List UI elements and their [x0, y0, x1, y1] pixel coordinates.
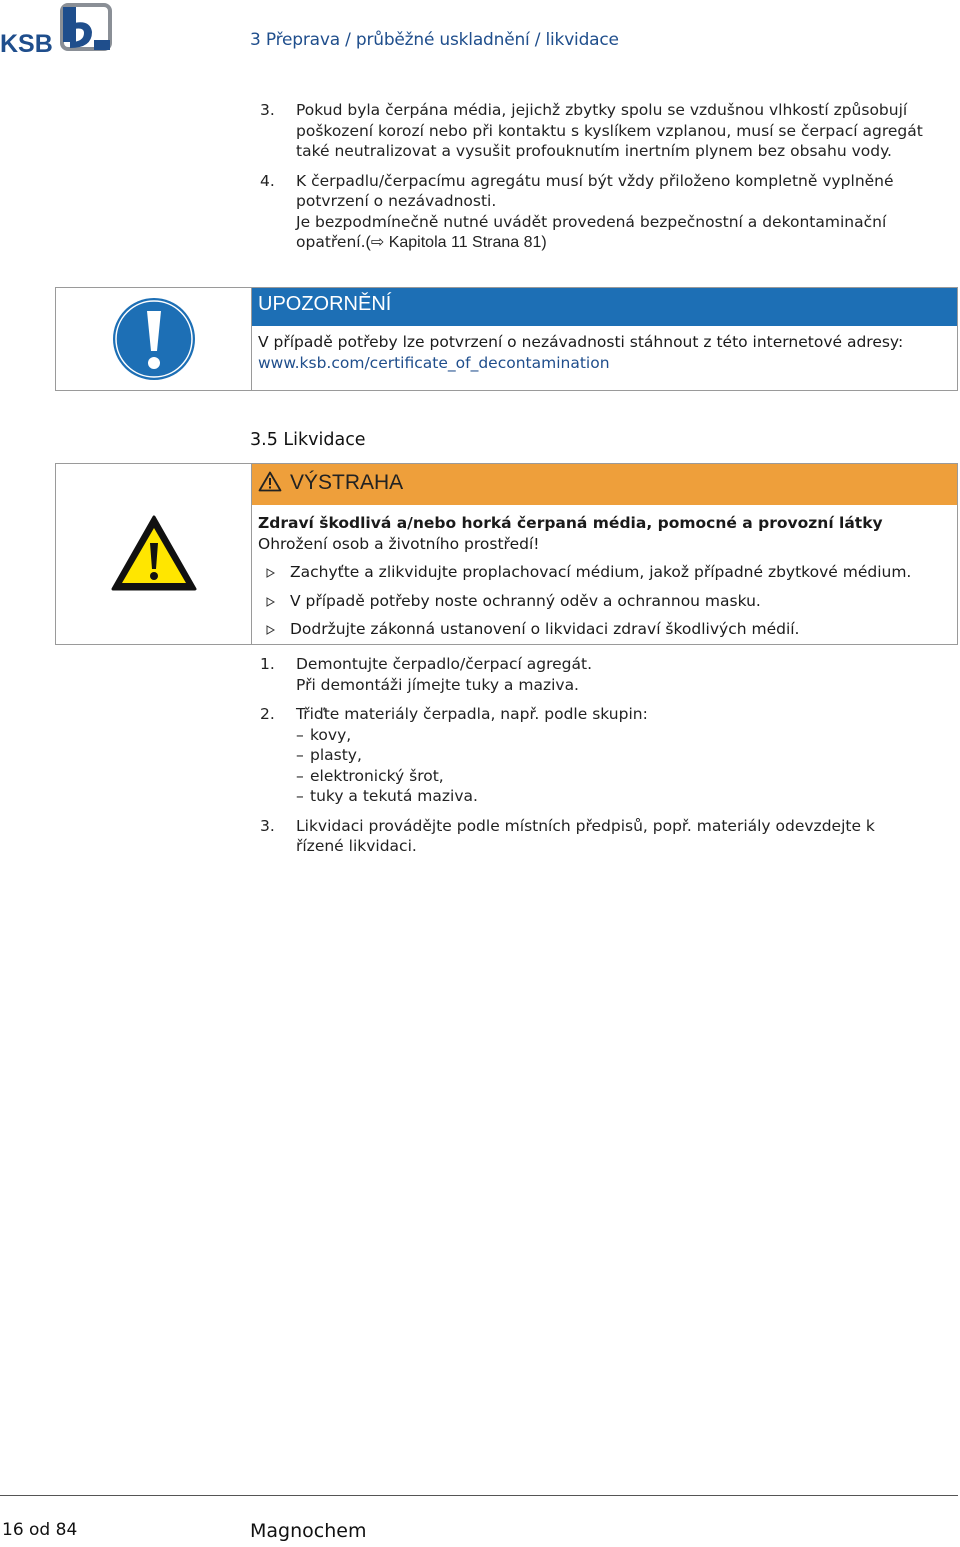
footer-divider [0, 1495, 958, 1496]
intro-steps [258, 100, 958, 254]
section-title: 3.5 Likvidace [250, 430, 366, 450]
list-item [258, 562, 953, 583]
warning-body [258, 513, 953, 640]
list-item [258, 100, 958, 162]
sub-list-item: – tuky a tekutá maziva. [296, 786, 958, 807]
page-number: 16 od 84 [2, 1520, 78, 1540]
bullet-triangle-icon [266, 597, 275, 607]
warning-small-icon [258, 471, 282, 492]
warning-subheading: Ohrožení osob a životního prostředí! [258, 534, 540, 553]
step-text: Demontujte čerpadlo/čerpací agregát. [296, 655, 593, 673]
warning-heading: Zdraví škodlivá a/nebo horká čerpaná média, pomocné a provozní látky [258, 514, 883, 532]
step-text: Třiďte materiály čerpadla, např. podle skupin: [296, 705, 648, 723]
bullet-text: Dodržujte zákonná ustanovení o likvidaci zdraví škodlivých médií. [290, 620, 800, 638]
disposal-steps [258, 654, 958, 857]
step-text-continued: Při demontáži jímejte tuky a maziva. [296, 675, 579, 694]
warning-icon-cell [56, 464, 252, 644]
warning-triangle-icon [111, 515, 197, 591]
ksb-logo-mark [0, 2, 115, 54]
step-text: Likvidaci provádějte podle místních předpisů, popř. materiály odevzdejte k řízené likvidaci. [296, 816, 875, 855]
warning-bullets [258, 562, 953, 640]
step-number: 2. [260, 705, 275, 723]
step-number: 3. [260, 816, 275, 835]
warning-label: VÝSTRAHA [290, 471, 404, 494]
list-item [258, 704, 958, 807]
chapter-reference-link[interactable]: (⇨ Kapitola 11 Strana 81) [365, 234, 547, 251]
notice-icon-cell [56, 288, 252, 390]
list-item [258, 619, 953, 640]
step-text: K čerpadlu/čerpacímu agregátu musí být vždy přiloženo kompletně vyplněné potvrzení o nezávadnosti. [296, 171, 894, 210]
sub-list-item: – kovy, [296, 725, 958, 746]
ksb-logo [0, 2, 115, 54]
step-number: 4. [260, 171, 275, 190]
sub-list-item: – elektronický šrot, [296, 766, 958, 787]
list-item [258, 654, 958, 695]
list-item [258, 591, 953, 612]
notice-body [258, 332, 953, 374]
decontamination-url-link[interactable]: www.ksb.com/certificate_of_decontamination [258, 354, 610, 372]
step-number: 1. [260, 655, 275, 673]
bullet-triangle-icon [266, 568, 275, 578]
bullet-text: Zachyťte a zlikvidujte proplachovací médium, jakož případné zbytkové médium. [290, 563, 912, 581]
bullet-text: V případě potřeby noste ochranný oděv a ochrannou masku. [290, 591, 761, 610]
page-header-title: 3 Přeprava / průběžné uskladnění / likvidace [250, 30, 619, 50]
notice-label: UPOZORNĚNÍ [252, 288, 957, 326]
logo-text: KSB [0, 30, 53, 54]
warning-label-bar [252, 464, 957, 505]
warning-box [55, 463, 958, 645]
step-text-continued: Je bezpodmínečně nutné uvádět provedená bezpečnostní a dekontaminační opatření. [296, 212, 887, 251]
step-text: Pokud byla čerpána média, jejichž zbytky spolu se vzdušnou vlhkostí způsobují poškození korozí nebo při kontaktu s kyslíkem vzplanou, musí se čerpací agregát také neutralizovat a vysušit profouknutím inertním plynem bez obsahu vody. [296, 101, 923, 160]
mandatory-exclamation-icon [112, 297, 196, 381]
sub-list-item: – plasty, [296, 745, 958, 766]
step-number: 3. [260, 101, 275, 119]
product-name: Magnochem [250, 1520, 367, 1542]
bullet-triangle-icon [266, 625, 275, 635]
list-item [258, 816, 898, 857]
notice-text: V případě potřeby lze potvrzení o nezávadnosti stáhnout z této internetové adresy: [258, 333, 904, 351]
list-item [258, 171, 958, 254]
notice-box [55, 287, 958, 391]
